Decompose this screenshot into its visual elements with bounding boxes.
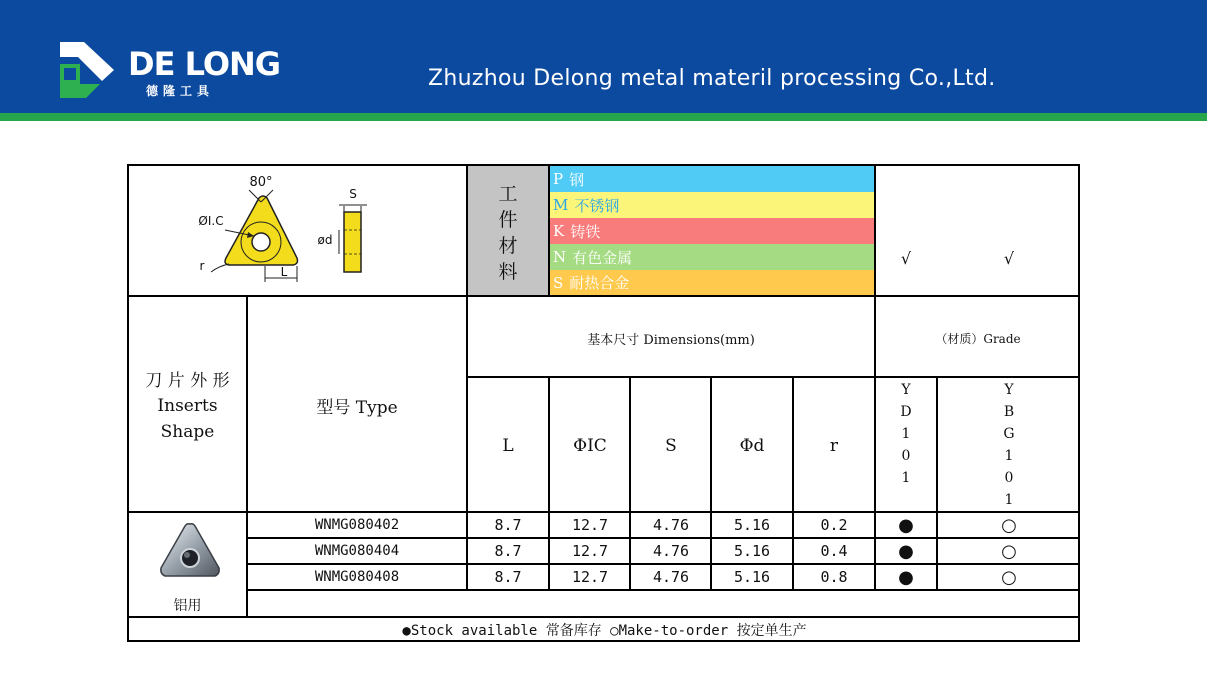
header-accent-strip [0, 113, 1207, 121]
logo-text: DE LONG [128, 45, 281, 83]
row-l: 8.7 [494, 542, 522, 560]
grid-line [548, 376, 550, 589]
grid-line [466, 166, 468, 511]
logo-subtitle: 德隆工具 [146, 84, 215, 98]
row-d: 5.16 [733, 542, 771, 560]
row-type: WNMG080404 [314, 543, 400, 559]
grade-ybg101-char: 0 [1004, 470, 1014, 486]
grade-yd101-char: 1 [901, 470, 911, 486]
grade-yd101-char: Y [901, 382, 911, 398]
material-name: 有色金属 [572, 248, 633, 267]
row-s: 4.76 [652, 542, 690, 560]
material-band-m [550, 192, 874, 218]
row-grade-ybg101: ○ [1001, 566, 1017, 588]
shape-header-en2: Shape [160, 422, 215, 442]
insert-diagram [189, 172, 409, 292]
row-d: 5.16 [733, 568, 771, 586]
row-grade-yd101: ● [898, 540, 914, 562]
grade-yd101-char: 1 [901, 426, 911, 442]
grid-line [248, 537, 1080, 539]
material-band-n [550, 244, 874, 270]
material-code: N [553, 248, 567, 266]
dim-col-d: Φd [739, 436, 765, 456]
insert-use-label: 铝用 [173, 598, 202, 614]
row-grade-yd101: ● [898, 514, 914, 536]
grade-yd101-char: D [900, 404, 912, 420]
workpiece-label-char: 料 [498, 260, 518, 283]
grid-line [468, 376, 1080, 378]
workpiece-label-char: 工 [498, 182, 518, 205]
grid-line [792, 376, 794, 589]
grid-line [548, 166, 550, 295]
diagram-label-ic: ØI.C [198, 214, 224, 228]
grade-header: （材质）Grade [935, 331, 1021, 346]
diagram-label-s: S [349, 187, 357, 201]
row-s: 4.76 [652, 516, 690, 534]
grade-check-yd101: √ [900, 248, 912, 268]
grid-line [129, 616, 1080, 618]
material-name: 不锈钢 [574, 196, 620, 215]
row-ic: 12.7 [571, 516, 609, 534]
material-code: S [553, 273, 564, 292]
grid-line [246, 295, 248, 616]
row-r: 0.8 [820, 568, 848, 586]
delong-logo-icon [58, 40, 118, 100]
company-name: Zhuzhou Delong metal materil processing Co.,Ltd. [428, 66, 996, 91]
shape-header-en1: Inserts [157, 396, 218, 416]
grid-line [629, 376, 631, 589]
material-code: K [553, 222, 565, 240]
insert-photo [157, 520, 223, 584]
grade-ybg101-char: Y [1004, 382, 1014, 398]
dim-col-s: S [665, 436, 677, 456]
dim-col-l: L [502, 436, 514, 456]
grid-line [936, 376, 938, 589]
row-r: 0.4 [820, 542, 848, 560]
row-d: 5.16 [733, 516, 771, 534]
grade-check-ybg101: √ [1003, 248, 1015, 268]
material-name: 钢 [569, 170, 585, 189]
grade-yd101-char: 0 [901, 448, 911, 464]
row-l: 8.7 [494, 516, 522, 534]
row-s: 4.76 [652, 568, 690, 586]
row-grade-ybg101: ○ [1001, 514, 1017, 536]
diagram-label-l: L [280, 265, 288, 279]
grid-line [874, 166, 876, 589]
row-grade-ybg101: ○ [1001, 540, 1017, 562]
workpiece-label-char: 件 [498, 208, 518, 231]
grid-line [129, 295, 1080, 297]
material-band-k [550, 218, 874, 244]
row-ic: 12.7 [571, 542, 609, 560]
row-type: WNMG080402 [314, 517, 400, 533]
row-grade-yd101: ● [898, 566, 914, 588]
dimensions-header: 基本尺寸 Dimensions(mm) [587, 332, 755, 348]
shape-header-cn: 刀 片 外 形 [145, 370, 230, 391]
material-band-s [550, 270, 874, 295]
material-name: 耐热合金 [569, 274, 630, 292]
grid-line [466, 511, 468, 589]
diagram-label-d: ød [317, 233, 333, 247]
grid-line [248, 563, 1080, 565]
row-type: WNMG080408 [314, 569, 400, 585]
diagram-label-r: r [199, 259, 205, 273]
type-header: 型号 Type [316, 397, 398, 418]
table-footer-legend: ●Stock available 常备库存 ○Make-to-order 按定单生产 [402, 623, 807, 639]
material-code: M [553, 196, 569, 214]
material-name: 铸铁 [570, 222, 601, 241]
diagram-label-angle: 80° [249, 174, 273, 190]
material-code: P [553, 170, 564, 188]
product-table [127, 164, 1080, 642]
grade-ybg101-char: G [1003, 426, 1015, 442]
dim-col-r: r [829, 436, 839, 456]
grade-ybg101-char: 1 [1004, 448, 1014, 464]
row-r: 0.2 [820, 516, 848, 534]
grade-ybg101-char: 1 [1004, 492, 1014, 508]
grid-line [710, 376, 712, 589]
grid-line [248, 589, 1080, 591]
workpiece-label-char: 材 [498, 234, 518, 257]
grade-ybg101-char: B [1003, 404, 1015, 420]
dim-col-ic: ΦIC [573, 436, 607, 456]
material-band-p [550, 166, 874, 192]
row-l: 8.7 [494, 568, 522, 586]
row-ic: 12.7 [571, 568, 609, 586]
